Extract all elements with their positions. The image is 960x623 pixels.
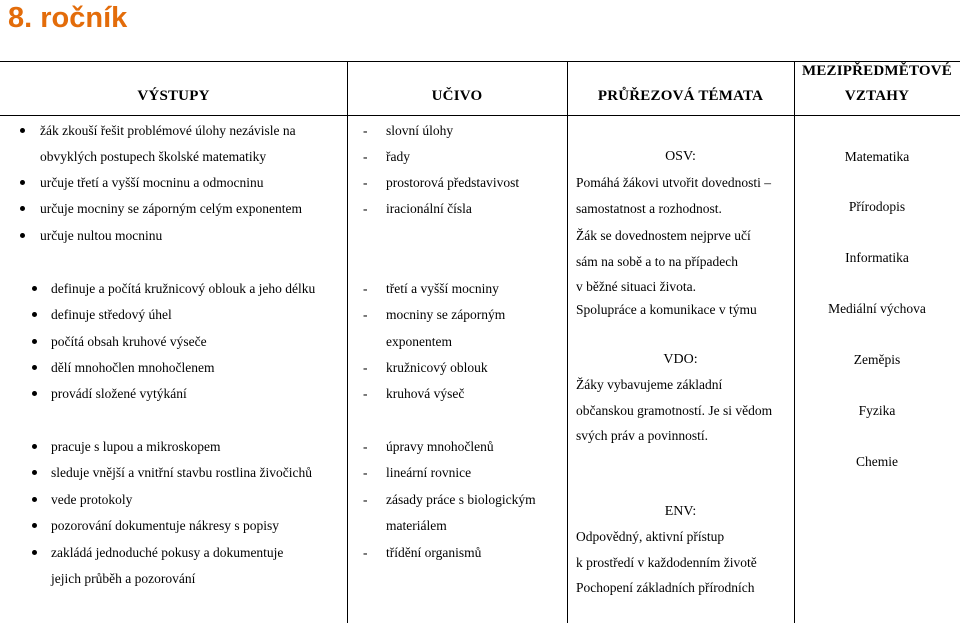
subject-item: Fyzika xyxy=(858,403,896,418)
vystupy-item: pracuje s lupou a mikroskopem xyxy=(51,439,221,454)
ucivo-item: - kruhová výseč xyxy=(386,386,464,402)
subject-item: Mediální výchova xyxy=(828,301,926,316)
ucivo-item-continued: materiálem xyxy=(386,518,447,533)
vdo-line: občanskou gramotností. Je si vědom xyxy=(576,403,773,418)
table-top-border xyxy=(0,61,960,62)
ucivo-item: - slovní úlohy xyxy=(386,123,453,139)
vystupy-item: sleduje vnější a vnitřní stavbu rostlina živočichů xyxy=(51,465,312,480)
env-title: ENV: xyxy=(664,504,697,519)
env-line: Odpovědný, aktivní přístup xyxy=(576,529,725,544)
header-bottom-border xyxy=(0,115,960,116)
vystupy-item: určuje mocniny se záporným celým exponentem xyxy=(40,201,303,216)
vystupy-item: definuje středový úhel xyxy=(51,307,172,322)
page-title: 8. ročník xyxy=(8,2,128,34)
env-line: Pochopení základních přírodních xyxy=(576,580,755,595)
vystupy-item: provádí složené vytýkání xyxy=(51,386,187,401)
subject-item: Zeměpis xyxy=(853,352,901,367)
osv-line: Pomáhá žákovi utvořit dovednosti – xyxy=(576,175,771,190)
vystupy-item: počítá obsah kruhové výseče xyxy=(51,334,207,349)
subject-item: Matematika xyxy=(844,149,910,164)
vdo-line: Žáky vybavujeme základní xyxy=(576,377,723,392)
ucivo-item: - úpravy mnohočlenů xyxy=(386,439,494,455)
subject-item: Chemie xyxy=(856,454,898,469)
vdo-title: VDO: xyxy=(663,352,698,367)
ucivo-item: - kružnicový oblouk xyxy=(386,360,488,376)
vystupy-item: určuje nultou mocninu xyxy=(40,228,163,243)
osv-line: Spolupráce a komunikace v týmu xyxy=(576,302,757,317)
osv-line: Žák se dovednostem nejprve učí xyxy=(576,228,751,243)
header-mezipredmetove-line1: MEZIPŘEDMĚTOVÉ xyxy=(801,63,953,79)
vdo-line: svých práv a povinností. xyxy=(576,428,708,443)
header-vystupy: VÝSTUPY xyxy=(137,88,210,104)
column-divider-3 xyxy=(794,61,795,623)
vystupy-item: žák zkouší řešit problémové úlohy nezávisle na xyxy=(40,123,296,138)
vystupy-item-continued: obvyklých postupech školské matematiky xyxy=(40,149,267,164)
subject-item: Přírodopis xyxy=(848,199,906,214)
column-divider-2 xyxy=(567,61,568,623)
ucivo-item: - lineární rovnice xyxy=(386,465,471,481)
ucivo-item: - třetí a vyšší mocniny xyxy=(386,281,499,297)
header-ucivo: UČIVO xyxy=(431,88,483,104)
ucivo-item: - prostorová představivost xyxy=(386,175,519,191)
subject-item: Informatika xyxy=(845,250,909,265)
osv-title: OSV: xyxy=(665,149,696,164)
vystupy-item: pozorování dokumentuje nákresy s popisy xyxy=(51,518,279,533)
osv-line: sám na sobě a to na případech xyxy=(576,254,738,269)
ucivo-item: - mocniny se záporným xyxy=(386,307,505,323)
ucivo-item: - iracionální čísla xyxy=(386,201,472,217)
vystupy-item: definuje a počítá kružnicový oblouk a jeho délku xyxy=(51,281,316,296)
column-divider-1 xyxy=(347,61,348,623)
osv-line: samostatnost a rozhodnost. xyxy=(576,201,722,216)
vystupy-item-continued: jejich průběh a pozorování xyxy=(51,571,196,586)
ucivo-item: - řady xyxy=(386,149,410,165)
ucivo-item: - třídění organismů xyxy=(386,545,481,561)
osv-line: v běžné situaci života. xyxy=(576,279,696,294)
ucivo-item-continued: exponentem xyxy=(386,334,452,349)
header-mezipredmetove-line2: VZTAHY xyxy=(844,88,910,104)
vystupy-item: vede protokoly xyxy=(51,492,133,507)
vystupy-item: určuje třetí a vyšší mocninu a odmocninu xyxy=(40,175,264,190)
header-prurezova-temata: PRŮŘEZOVÁ TÉMATA xyxy=(597,88,764,104)
ucivo-item: - zásady práce s biologickým xyxy=(386,492,536,508)
vystupy-item: zakládá jednoduché pokusy a dokumentuje xyxy=(51,545,284,560)
vystupy-item: dělí mnohočlen mnohočlenem xyxy=(51,360,215,375)
env-line: k prostředí v každodenním životě xyxy=(576,555,757,570)
